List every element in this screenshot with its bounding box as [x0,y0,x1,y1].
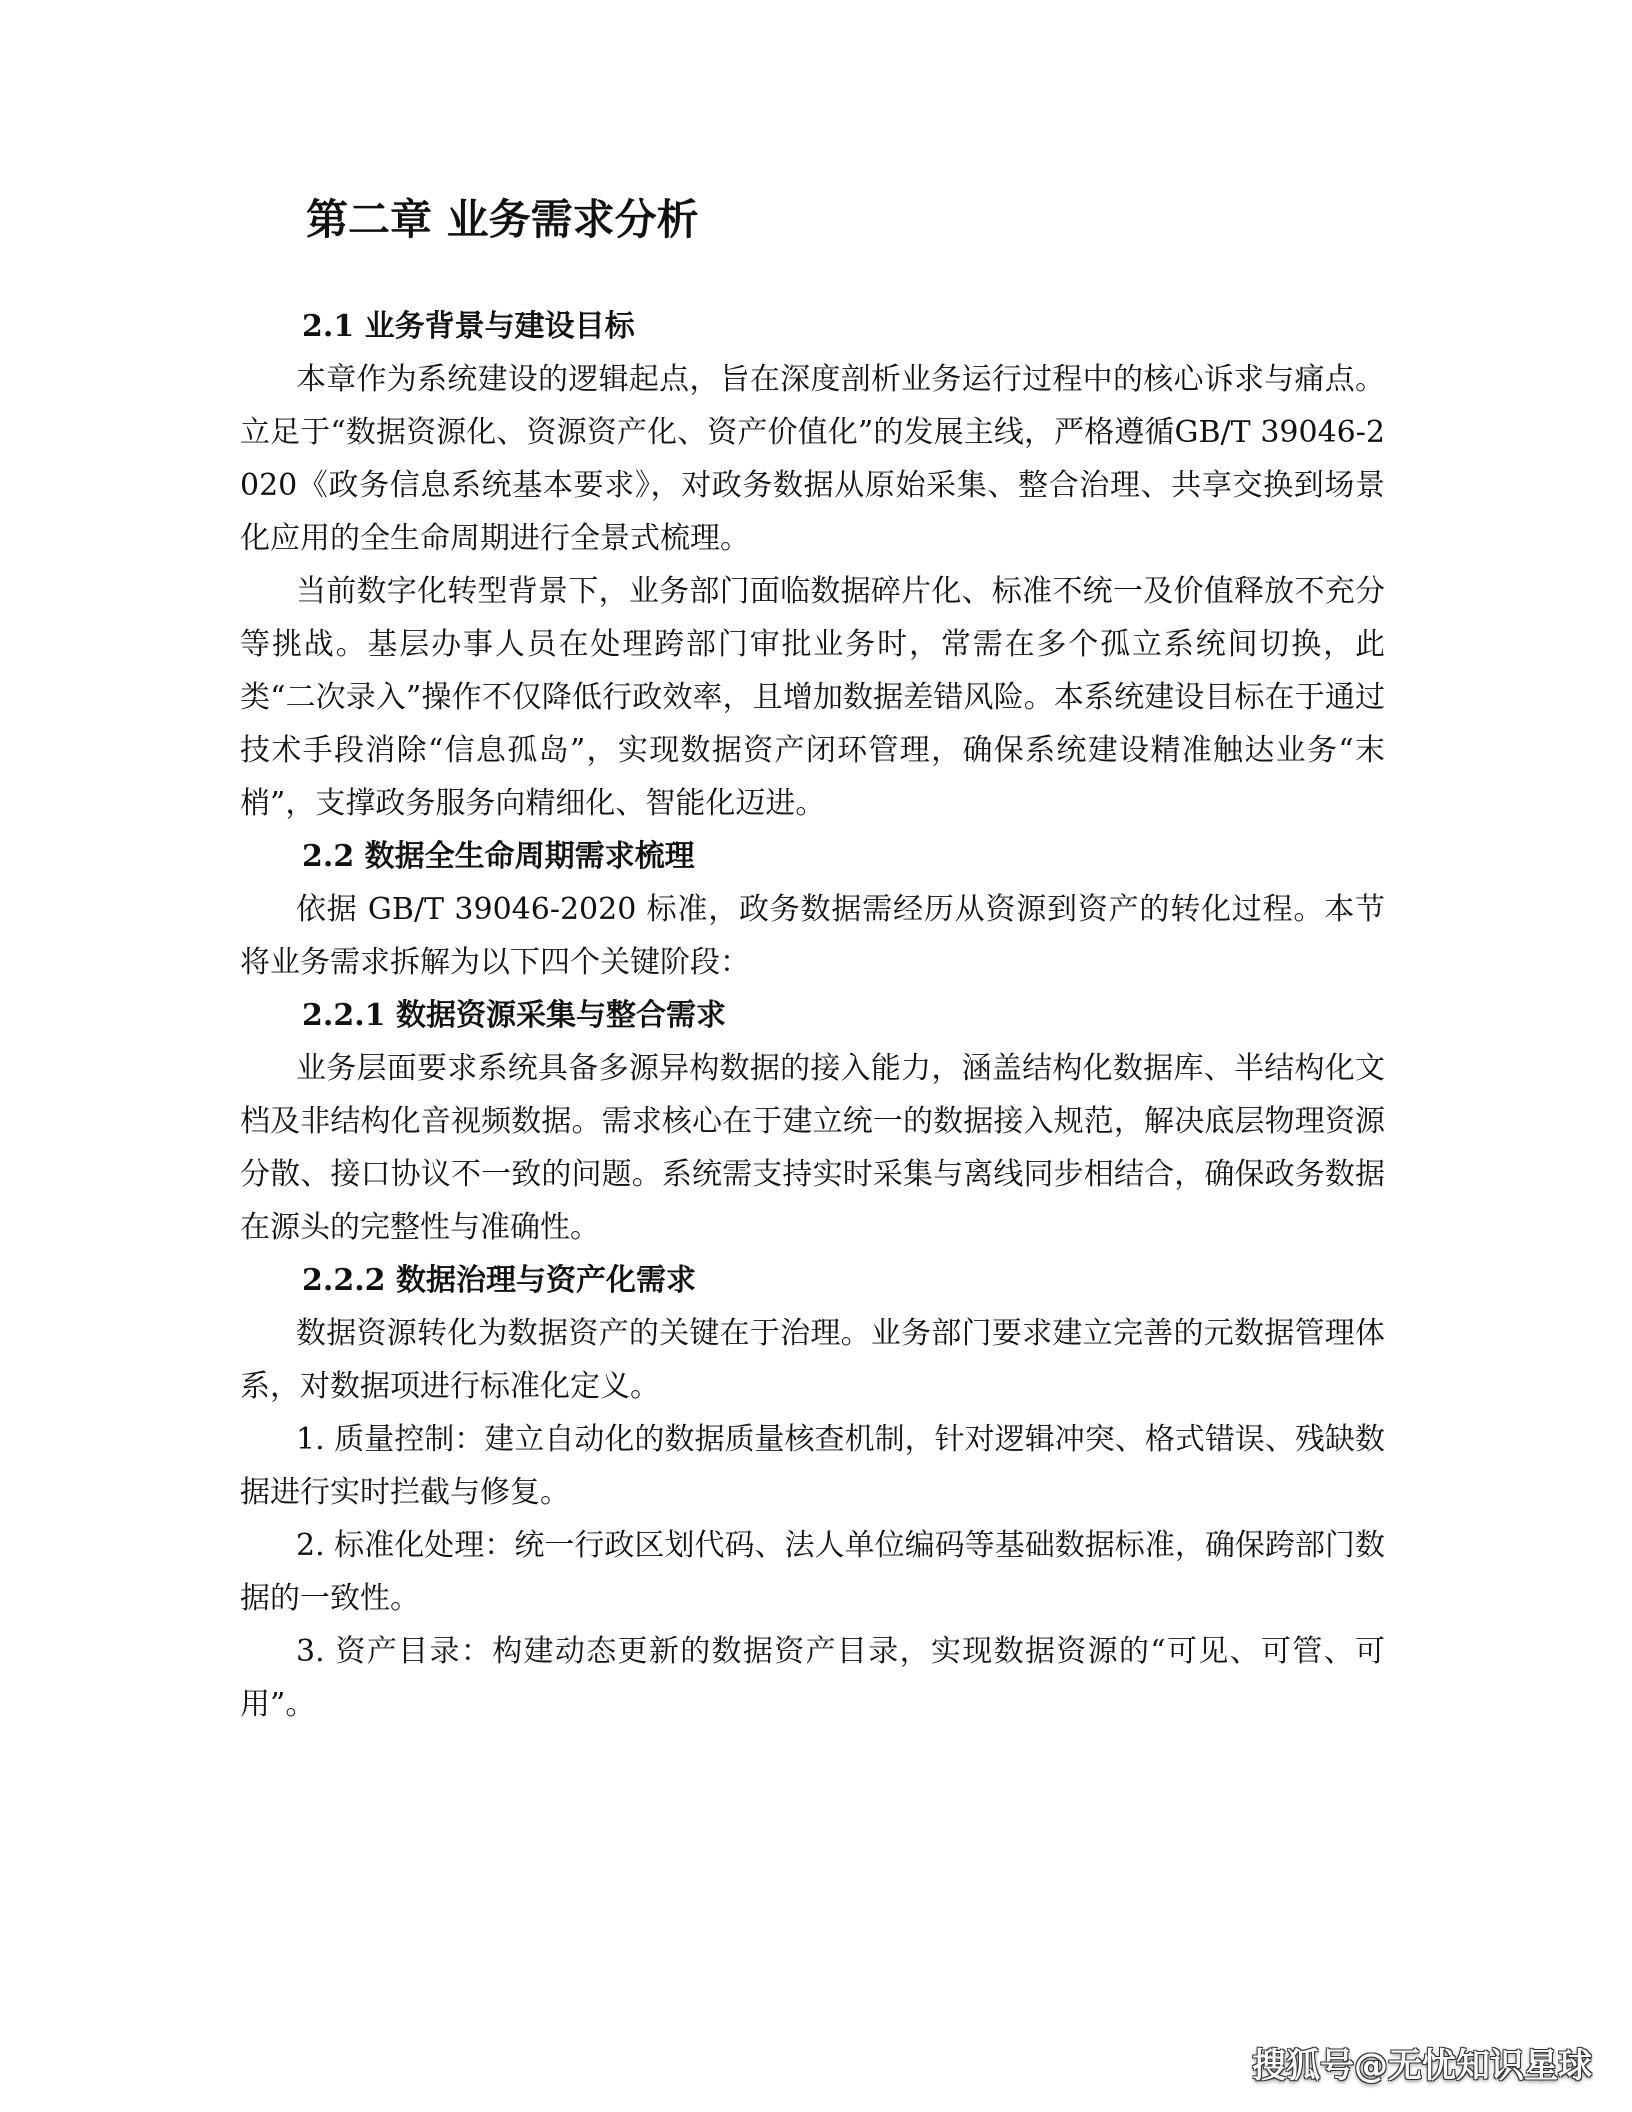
section-heading-2-1: 2.1 业务背景与建设目标 [302,309,635,344]
list-item: 1. 质量控制：建立自动化的数据质量核查机制，针对逻辑冲突、格式错误、残缺数据进行实时拦截与修复。 [240,1422,1385,1510]
watermark-text: 搜狐号@无忧知识星球 [1252,2046,1592,2086]
section-heading-2-2-2: 2.2.2 数据治理与资产化需求 [302,1263,696,1298]
document-body [240,300,1385,1731]
section-heading-2-2-1: 2.2.1 数据资源采集与整合需求 [302,998,726,1033]
list-item: 2. 标准化处理：统一行政区划代码、法人单位编码等基础数据标准，确保跨部门数据的一致性。 [240,1528,1385,1616]
section-heading-2-2: 2.2 数据全生命周期需求梳理 [302,839,695,874]
paragraph-2-1-a: 本章作为系统建设的逻辑起点，旨在深度剖析业务运行过程中的核心诉求与痛点。立足于“数据资源化、资源资产化、资产价值化”的发展主线，严格遵循GB/T 39046-2020《政务信息系统基本要求》，对政务数据从原始采集、整合治理、共享交换到场景化应用的全生命周期进行全景式梳理。 [240,362,1385,556]
paragraph-2-1-b: 当前数字化转型背景下，业务部门面临数据碎片化、标准不统一及价值释放不充分等挑战。基层办事人员在处理跨部门审批业务时，常需在多个孤立系统间切换，此类“二次录入”操作不仅降低行政效率，且增加数据差错风险。本系统建设目标在于通过技术手段消除“信息孤岛”，实现数据资产闭环管理，确保系统建设精准触达业务“末梢”，支撑政务服务向精细化、智能化迈进。 [240,574,1385,821]
list-item: 3. 资产目录：构建动态更新的数据资产目录，实现数据资源的“可见、可管、可用”。 [240,1634,1385,1722]
paragraph-2-2-1-a: 业务层面要求系统具备多源异构数据的接入能力，涵盖结构化数据库、半结构化文档及非结构化音视频数据。需求核心在于建立统一的数据接入规范，解决底层物理资源分散、接口协议不一致的问题。系统需支持实时采集与离线同步相结合，确保政务数据在源头的完整性与准确性。 [240,1051,1385,1245]
chapter-title: 第二章 业务需求分析 [306,195,699,244]
paragraph-2-2-a: 依据 GB/T 39046-2020 标准，政务数据需经历从资源到资产的转化过程。本节将业务需求拆解为以下四个关键阶段： [240,892,1385,980]
paragraph-2-2-2-a: 数据资源转化为数据资产的关键在于治理。业务部门要求建立完善的元数据管理体系，对数据项进行标准化定义。 [240,1316,1385,1404]
